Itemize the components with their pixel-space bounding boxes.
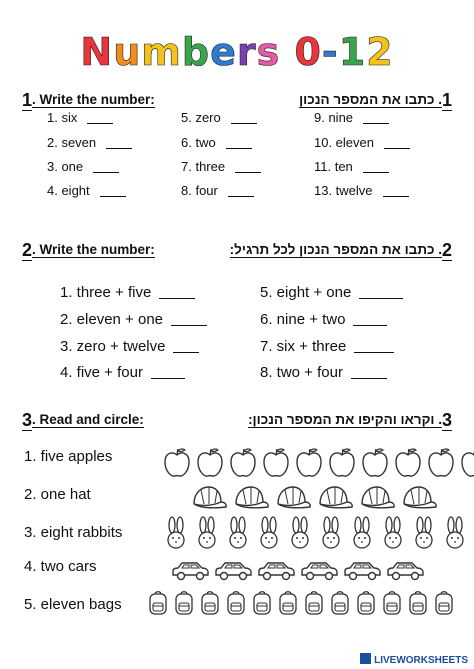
section-heading-text: . Read and circle: xyxy=(32,412,144,427)
section-heading-text: . Write the number: xyxy=(32,242,155,257)
title-letter xyxy=(280,30,294,74)
backpack-icon[interactable] xyxy=(329,590,355,618)
s1-item-8: 8. four xyxy=(181,183,254,198)
title-letter: N xyxy=(80,30,114,74)
answer-blank[interactable] xyxy=(384,148,410,149)
rabbit-icon[interactable] xyxy=(349,516,380,552)
backpack-icon[interactable] xyxy=(381,590,407,618)
answer-blank[interactable] xyxy=(353,325,387,326)
section-number: 1 xyxy=(22,90,33,110)
section-heading-hebrew: . כתבו את המספר הנכון לכל תרגיל: xyxy=(229,242,442,257)
s3-item-1-label: 1. five apples xyxy=(24,448,113,465)
car-icon[interactable] xyxy=(170,560,213,584)
apple-icon[interactable] xyxy=(394,446,424,480)
rabbit-icon[interactable] xyxy=(442,516,473,552)
title-letter: - xyxy=(321,30,339,74)
section-2-heading-he xyxy=(230,240,452,261)
s1-item-3: 3. one xyxy=(47,159,119,174)
title-letter: b xyxy=(181,30,211,74)
backpack-icon[interactable] xyxy=(407,590,433,618)
answer-blank[interactable] xyxy=(363,172,389,173)
rabbit-row xyxy=(163,516,473,552)
s2-item-1: 1. three + five xyxy=(60,284,195,301)
apple-icon[interactable] xyxy=(295,446,325,480)
section-1-heading-en xyxy=(22,90,155,111)
car-icon[interactable] xyxy=(342,560,385,584)
section-number: 3 xyxy=(441,410,452,430)
answer-blank[interactable] xyxy=(359,298,403,299)
car-icon[interactable] xyxy=(256,560,299,584)
title-letter: r xyxy=(236,30,257,74)
backpack-icon[interactable] xyxy=(433,590,459,618)
backpack-icon[interactable] xyxy=(355,590,381,618)
answer-blank[interactable] xyxy=(351,378,387,379)
section-1-heading-he xyxy=(299,90,452,111)
backpack-icon[interactable] xyxy=(277,590,303,618)
section-2-heading-en xyxy=(22,240,155,261)
cap-icon[interactable] xyxy=(400,484,440,514)
apple-icon[interactable] xyxy=(196,446,226,480)
answer-blank[interactable] xyxy=(228,196,254,197)
cap-icon[interactable] xyxy=(274,484,314,514)
rabbit-icon[interactable] xyxy=(163,516,194,552)
apple-icon[interactable] xyxy=(361,446,391,480)
answer-blank[interactable] xyxy=(173,352,199,353)
worksheet-title xyxy=(0,30,474,74)
section-heading-hebrew: . וקראו והקיפו את המספר הנכון: xyxy=(248,412,442,427)
s3-item-3-label: 3. eight rabbits xyxy=(24,524,123,541)
answer-blank[interactable] xyxy=(235,172,261,173)
s1-item-6: 6. two xyxy=(181,135,252,150)
answer-blank[interactable] xyxy=(171,325,207,326)
car-icon[interactable] xyxy=(213,560,256,584)
answer-blank[interactable] xyxy=(226,148,252,149)
title-letter: 0 xyxy=(294,30,322,74)
answer-blank[interactable] xyxy=(87,123,113,124)
s2-item-6: 6. nine + two xyxy=(260,311,387,328)
section-heading-text: . Write the number: xyxy=(32,92,155,107)
s3-item-4-label: 4. two cars xyxy=(24,558,97,575)
rabbit-icon[interactable] xyxy=(256,516,287,552)
title-letter: m xyxy=(141,30,182,74)
s1-item-1: 1. six xyxy=(47,110,113,125)
answer-blank[interactable] xyxy=(100,196,126,197)
hat-row xyxy=(190,484,442,514)
backpack-icon[interactable] xyxy=(199,590,225,618)
s1-item-7: 7. three xyxy=(181,159,261,174)
answer-blank[interactable] xyxy=(354,352,394,353)
answer-blank[interactable] xyxy=(383,196,409,197)
apple-icon[interactable] xyxy=(262,446,292,480)
cap-icon[interactable] xyxy=(316,484,356,514)
car-row xyxy=(170,560,428,584)
section-3-heading-en xyxy=(22,410,144,431)
section-number: 1 xyxy=(441,90,452,110)
title-letter: u xyxy=(113,30,142,74)
s1-item-11: 11. ten xyxy=(314,159,389,174)
answer-blank[interactable] xyxy=(106,148,132,149)
rabbit-icon[interactable] xyxy=(380,516,411,552)
s2-item-7: 7. six + three xyxy=(260,338,394,355)
title-letter: e xyxy=(210,30,237,74)
backpack-icon[interactable] xyxy=(225,590,251,618)
apple-icon[interactable] xyxy=(229,446,259,480)
cap-icon[interactable] xyxy=(232,484,272,514)
section-number: 2 xyxy=(441,240,452,260)
section-number: 2 xyxy=(22,240,33,260)
logo-badge-icon xyxy=(360,653,371,664)
backpack-icon[interactable] xyxy=(147,590,173,618)
s2-item-5: 5. eight + one xyxy=(260,284,403,301)
s2-item-3: 3. zero + twelve xyxy=(60,338,199,355)
cap-icon[interactable] xyxy=(358,484,398,514)
answer-blank[interactable] xyxy=(231,123,257,124)
answer-blank[interactable] xyxy=(151,378,185,379)
rabbit-icon[interactable] xyxy=(318,516,349,552)
title-letter: s xyxy=(256,30,281,74)
title-letter: 1 xyxy=(338,30,367,74)
s1-item-4: 4. eight xyxy=(47,183,126,198)
bag-row xyxy=(147,590,459,618)
s2-item-2: 2. eleven + one xyxy=(60,311,207,328)
answer-blank[interactable] xyxy=(93,172,119,173)
s1-item-9: 9. nine xyxy=(314,110,389,125)
section-heading-hebrew: . כתבו את המספר הנכון xyxy=(299,92,442,107)
backpack-icon[interactable] xyxy=(173,590,199,618)
s1-item-10: 10. eleven xyxy=(314,135,410,150)
s1-item-12: 13. twelve xyxy=(314,183,409,198)
backpack-icon[interactable] xyxy=(303,590,329,618)
s2-item-8: 8. two + four xyxy=(260,364,387,381)
s3-item-2-label: 2. one hat xyxy=(24,486,91,503)
answer-blank[interactable] xyxy=(159,298,195,299)
rabbit-icon[interactable] xyxy=(411,516,442,552)
s3-item-5-label: 5. eleven bags xyxy=(24,596,122,613)
backpack-icon[interactable] xyxy=(251,590,277,618)
apple-icon[interactable] xyxy=(427,446,457,480)
s1-item-2: 2. seven xyxy=(47,135,132,150)
title-letter: 2 xyxy=(366,30,394,74)
apple-row xyxy=(163,446,474,480)
apple-icon[interactable] xyxy=(460,446,474,480)
liveworksheets-logo[interactable]: LIVEWORKSHEETS xyxy=(360,653,468,666)
cap-icon[interactable] xyxy=(190,484,230,514)
section-number: 3 xyxy=(22,410,33,430)
apple-icon[interactable] xyxy=(328,446,358,480)
s1-item-5: 5. zero xyxy=(181,110,257,125)
rabbit-icon[interactable] xyxy=(225,516,256,552)
apple-icon[interactable] xyxy=(163,446,193,480)
rabbit-icon[interactable] xyxy=(287,516,318,552)
section-3-heading-he xyxy=(248,410,452,431)
s2-item-4: 4. five + four xyxy=(60,364,185,381)
answer-blank[interactable] xyxy=(363,123,389,124)
rabbit-icon[interactable] xyxy=(194,516,225,552)
car-icon[interactable] xyxy=(299,560,342,584)
car-icon[interactable] xyxy=(385,560,428,584)
